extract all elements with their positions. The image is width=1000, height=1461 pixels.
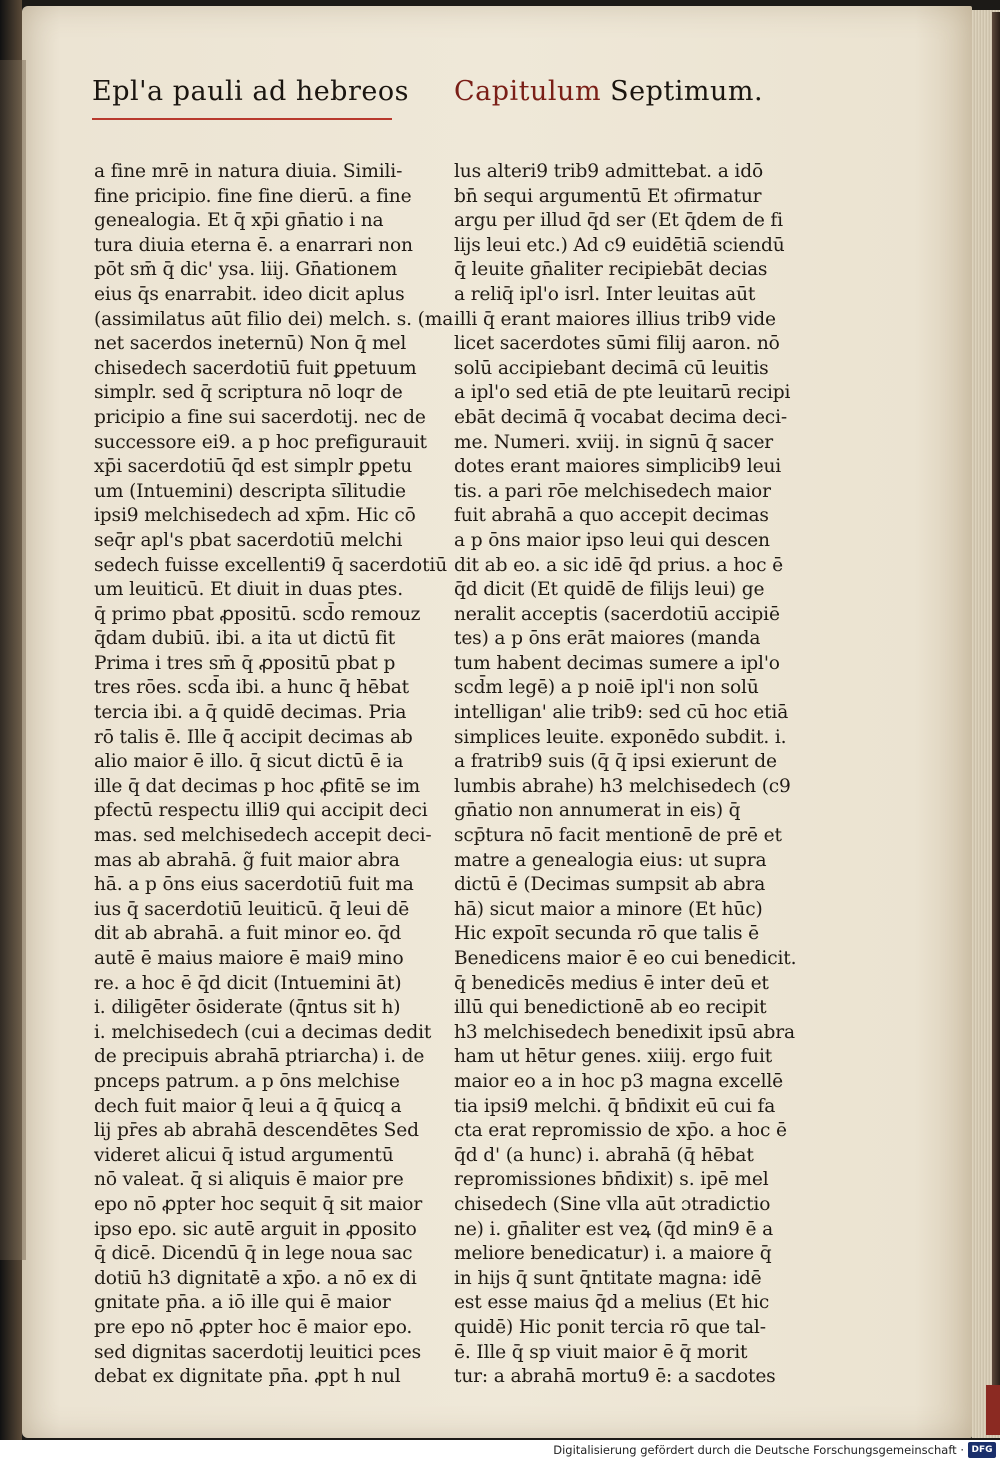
text-line: fuit abrahā a quo accepit decimas xyxy=(454,505,769,527)
text-line: Benedicens maior ē eo cui benedicit. xyxy=(454,948,797,969)
running-head-chapter-number: Septimum. xyxy=(610,76,764,107)
running-head-left xyxy=(92,76,409,120)
text-line: tura diuia eterna ē. a enarrari non xyxy=(94,234,413,256)
text-line: pōt sm̄ q̄ dic' ysa. liij. Gn̄ationem xyxy=(94,259,398,281)
text-line: (assimilatus aūt filio dei) melch. s. (ma xyxy=(94,308,454,330)
text-line: repromissiones bn̄dixit) s. ipē mel xyxy=(454,1169,769,1191)
text-line: argu per illud q̄d ser (Et q̄dem de fi xyxy=(454,210,783,232)
text-line: tia ipsi9 melchi. q̄ bn̄dixit eū cui fa xyxy=(454,1095,776,1117)
text-line: ius q̄ sacerdotiū leuiticū. q̄ leui dē xyxy=(94,898,410,920)
text-line: est esse maius q̄d a melius (Et hic xyxy=(454,1292,770,1314)
text-line: lumbis abrahe) h3 melchisedech (c9 xyxy=(454,775,791,797)
text-line: tis. a pari rōe melchisedech maior xyxy=(454,480,771,502)
text-line: hā. a p ōns eius sacerdotiū fuit ma xyxy=(94,874,414,896)
text-line: nō valeat. q̄ si aliquis ē maior pre xyxy=(94,1169,404,1191)
text-line: simplices leuite. exponēdo subdit. i. xyxy=(454,726,787,748)
text-line: dech fuit maior q̄ leui a q̄ q̄uicq a xyxy=(94,1095,402,1117)
text-line: seq̄r apl's pbat sacerdotiū melchi xyxy=(94,529,403,551)
text-line: q̄dam dubiū. ibi. a ita ut dictū fit xyxy=(94,628,396,650)
cover-edge xyxy=(992,12,1000,1432)
text-line: gn̄atio non annumerat in eis) q̄ xyxy=(454,800,741,822)
text-line: i. melchisedech (cui a decimas dedit xyxy=(94,1021,432,1043)
text-line: maior eo a in hoc p3 magna excellē xyxy=(454,1070,784,1092)
text-line: net sacerdos ineternū) Non q̄ mel xyxy=(94,333,407,355)
text-line: de precipuis abrahā ptriarcha) i. de xyxy=(94,1046,425,1068)
text-line: fine pricipio. fine fine dierū. a fine xyxy=(94,185,412,207)
text-line: a ipl'o sed etiā de pte leuitarū recipi xyxy=(454,382,791,404)
text-line: cta erat repromissio de xp̄o. a hoc ē xyxy=(454,1120,787,1142)
text-line: solū accipiebant decimā cū leuitis xyxy=(454,357,769,379)
text-line: ille q̄ dat decimas p hoc ꝓfitē se im xyxy=(94,775,420,797)
text-line: Prima i tres sm̄ q̄ ꝓpositū pbat p xyxy=(94,652,396,674)
text-line: epo nō ꝓpter hoc sequit q̄ sit maior xyxy=(94,1193,423,1215)
text-line: matre a genealogia eius: ut supra xyxy=(454,849,767,871)
text-line: videret alicui q̄ istud argumentū xyxy=(94,1144,394,1166)
digitization-credit: Digitalisierung gefördert durch die Deutsche Forschungsgemeinschaft · xyxy=(553,1443,964,1457)
text-line: gnitate pn̄a. a iō ille qui ē maior xyxy=(94,1292,391,1314)
text-line: licet sacerdotes sūmi filij aaron. nō xyxy=(454,333,780,355)
text-line: me. Numeri. xviij. in signū q̄ sacer xyxy=(454,431,774,453)
text-line: alio maior ē illo. q̄ sicut dictū ē ia xyxy=(94,751,404,773)
text-line: tres rōes. scd̄a ibi. a hunc q̄ hēbat xyxy=(94,677,409,699)
red-cover-corner xyxy=(986,1385,1000,1435)
text-line: autē ē maius maiore ē mai9 mino xyxy=(94,948,404,969)
text-line: hā) sicut maior a minore (Et hūc) xyxy=(454,898,763,920)
text-line: lij pr̄es ab abrahā descendētes Sed xyxy=(94,1120,419,1142)
text-line: neralit acceptis (sacerdotiū accipiē xyxy=(454,603,780,625)
text-line: meliore benedicatur) i. a maiore q̄ xyxy=(454,1243,772,1265)
text-line: pfectū respectu illi9 qui accipit deci xyxy=(94,800,428,822)
text-line: genealogia. Et q̄ xp̄i gn̄atio i na xyxy=(94,210,384,232)
text-line: dit ab eo. a sic idē q̄d prius. a hoc ē xyxy=(454,554,783,576)
text-line: simplr. sed q̄ scriptura nō loqr de xyxy=(94,382,403,404)
text-line: ne) i. gn̄aliter est veꝝ (q̄d min9 ē a xyxy=(454,1218,773,1240)
text-line: sed dignitas sacerdotij leuitici pces xyxy=(94,1341,422,1363)
text-line: ham ut hētur genes. xiiij. ergo fuit xyxy=(454,1046,773,1068)
text-line: chisedech sacerdotiū fuit ꝑpetuum xyxy=(94,357,417,379)
text-line: h3 melchisedech benedixit ipsū abra xyxy=(454,1021,795,1043)
text-line: eius q̄s enarrabit. ideo dicit aplus xyxy=(94,283,405,305)
running-head-right xyxy=(454,76,764,116)
text-line: tercia ibi. a q̄ quidē decimas. Pria xyxy=(94,702,407,724)
running-head-left-text: Epl'a pauli ad hebreos xyxy=(92,76,409,107)
text-line: pre epo nō ꝓpter hoc ē maior epo. xyxy=(94,1316,413,1338)
text-line: q̄ dicē. Dicendū q̄ in lege noua sac xyxy=(94,1243,413,1265)
text-line: q̄d dicit (Et quidē de filijs leui) ge xyxy=(454,579,765,601)
text-column-left xyxy=(94,160,454,1390)
previous-page-edge xyxy=(0,60,26,1260)
text-line: a fratrib9 suis (q̄ q̄ ipsi exierunt de xyxy=(454,751,777,773)
text-line: dit ab abrahā. a fuit minor eo. q̄d xyxy=(94,923,402,945)
text-line: xp̄i sacerdotiū q̄d est simplr ꝑpetu xyxy=(94,456,413,478)
text-line: lus alteri9 trib9 admittebat. a idō xyxy=(454,161,763,182)
text-line: dictū ē (Decimas sumpsit ab abra xyxy=(454,874,766,896)
text-line: quidē) Hic ponit tercia rō que tal- xyxy=(454,1316,766,1338)
text-line: q̄d d' (a hunc) i. abrahā (q̄ hēbat xyxy=(454,1144,754,1166)
text-line: a fine mrē in natura diuia. Simili- xyxy=(94,161,403,182)
text-line: um leuiticū. Et diuit in duas ptes. xyxy=(94,579,403,601)
text-line: tum habent decimas sumere a ipl'o xyxy=(454,652,780,674)
text-line: dotiū h3 dignitatē a xp̄o. a nō ex di xyxy=(94,1267,417,1289)
text-line: um (Intuemini) descripta sīlitudie xyxy=(94,480,406,502)
text-line: in hijs q̄ sunt q̄ntitate magna: idē xyxy=(454,1267,762,1289)
text-line: successore ei9. a p hoc prefigurauit xyxy=(94,431,427,453)
text-line: re. a hoc ē q̄d dicit (Intuemini āt) xyxy=(94,972,402,994)
text-line: scp̄tura nō facit mentionē de prē et xyxy=(454,825,782,847)
text-line: illi q̄ erant maiores illius trib9 vide xyxy=(454,308,776,330)
text-line: pricipio a fine sui sacerdotij. nec de xyxy=(94,406,426,428)
text-line: q̄ benedicēs medius ē inter deū et xyxy=(454,972,769,994)
dfg-logo: DFG xyxy=(968,1442,996,1458)
text-line: ē. Ille q̄ sp viuit maior ē q̄ morit xyxy=(454,1341,748,1363)
text-column-right xyxy=(454,160,797,1390)
text-line: debat ex dignitate pn̄a. ꝓpt h nul xyxy=(94,1366,401,1388)
text-line: bn̄ sequi argumentū Et ɔfirmatur xyxy=(454,185,762,207)
text-line: rō talis ē. Ille q̄ accipit decimas ab xyxy=(94,726,413,748)
text-line: Hic expoīt secunda rō que talis ē xyxy=(454,923,759,945)
text-line: intelligan' alie trib9: sed cū hoc etiā xyxy=(454,702,789,724)
text-line: q̄ primo pbat ꝓpositū. scd̄o remouz xyxy=(94,603,421,625)
text-line: ebāt decimā q̄ vocabat decima deci- xyxy=(454,406,787,428)
text-line: scd̄m legē) a p noiē ipl'i non solū xyxy=(454,677,759,699)
text-line: a reliq̄ ipl'o isrl. Inter leuitas aūt xyxy=(454,283,756,305)
text-line: lijs leui etc.) Ad c9 euidētiā sciendū xyxy=(454,234,785,256)
text-line: ipsi9 melchisedech ad xp̄m. Hic cō xyxy=(94,505,416,527)
text-line: pnceps patrum. a p ōns melchise xyxy=(94,1070,400,1092)
text-line: q̄ leuite gn̄aliter recipiebāt decias xyxy=(454,259,768,281)
text-line: mas ab abrahā. g̃ fuit maior abra xyxy=(94,849,400,871)
text-line: a p ōns maior ipso leui qui descen xyxy=(454,529,770,551)
text-line: ipso epo. sic autē arguit in ꝓposito xyxy=(94,1218,417,1240)
text-line: sedech fuisse excellenti9 q̄ sacerdotiū xyxy=(94,554,448,576)
text-line: chisedech (Sine vlla aūt ɔtradictio xyxy=(454,1193,771,1215)
running-head-capitulum: Capitulum xyxy=(454,76,602,107)
text-line: tur: a abrahā mortu9 ē: a sacdotes xyxy=(454,1366,776,1388)
text-line: tes) a p ōns erāt maiores (manda xyxy=(454,628,761,650)
text-line: dotes erant maiores simplicib9 leui xyxy=(454,456,782,478)
text-line: illū qui benedictionē ab eo recipit xyxy=(454,997,767,1019)
text-line: i. diligēter ōsiderate (q̄ntus sit h) xyxy=(94,997,401,1019)
text-line: mas. sed melchisedech accepit deci- xyxy=(94,825,432,847)
